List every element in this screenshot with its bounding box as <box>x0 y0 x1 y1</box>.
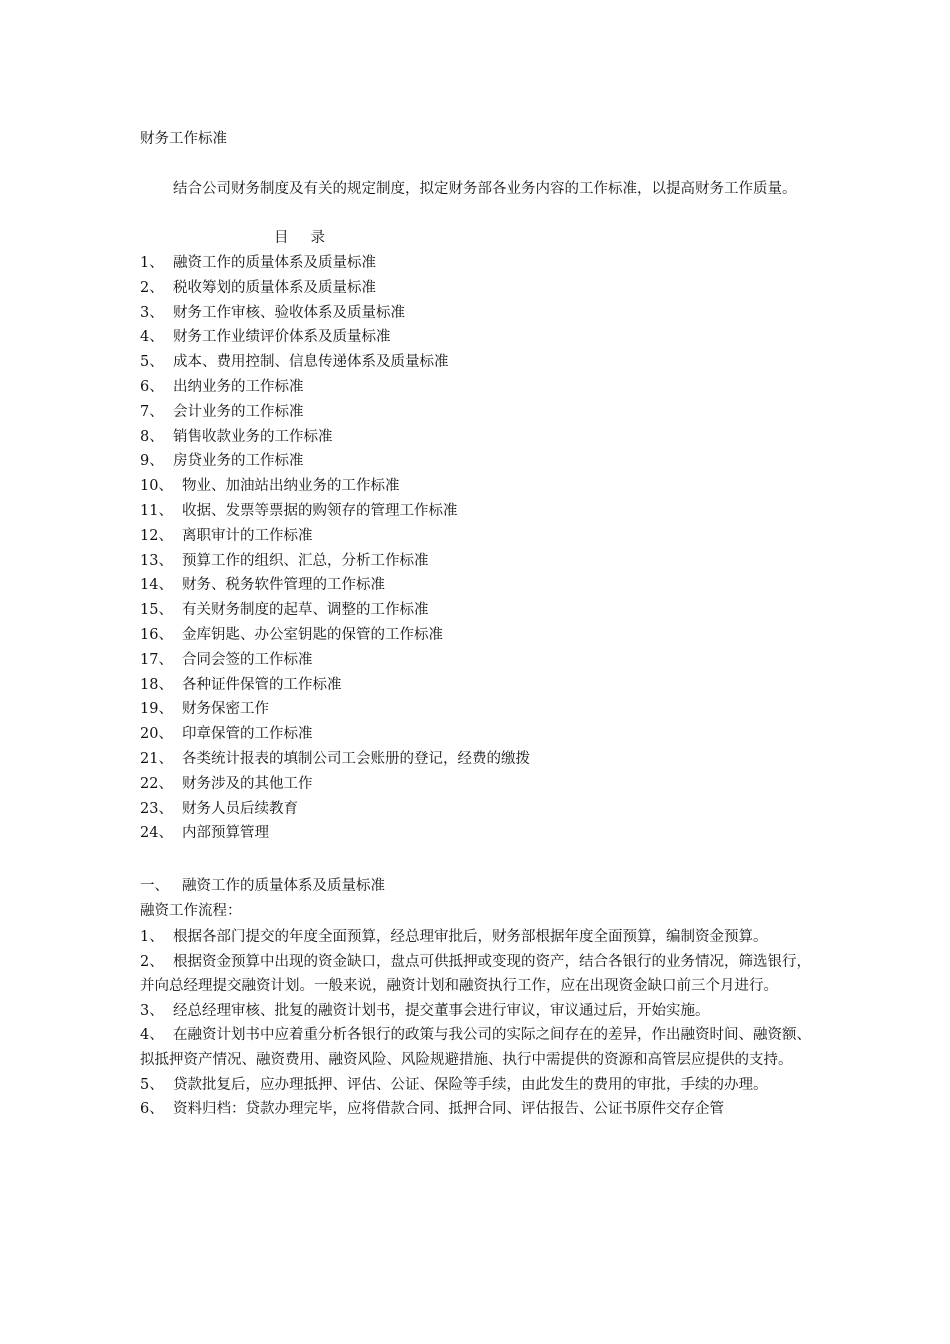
toc-item-text: 印章保管的工作标准 <box>182 726 313 743</box>
toc-item <box>140 650 530 675</box>
toc-item-number: 24、 <box>140 825 173 842</box>
toc-item-text: 财务人员后续教育 <box>182 800 298 817</box>
process-step <box>140 1073 812 1098</box>
process-step-text: 资料归档：贷款办理完毕，应将借款合同、抵押合同、评估报告、公证书原件交存企管 <box>173 1101 724 1118</box>
toc-item <box>140 625 530 650</box>
toc-item-number: 15、 <box>140 602 173 619</box>
toc-item <box>140 352 530 377</box>
toc-item-text: 物业、加油站出纳业务的工作标准 <box>182 478 400 495</box>
intro-paragraph: 结合公司财务制度及有关的规定制度，拟定财务部各业务内容的工作标准，以提高财务工作质量。 <box>173 181 797 197</box>
toc-item <box>140 278 530 303</box>
toc-item-number: 3、 <box>140 304 164 321</box>
toc-heading-char: 目 <box>274 230 289 246</box>
toc-item-number: 10、 <box>140 478 173 495</box>
toc-item-text: 财务工作审核、验收体系及质量标准 <box>173 304 405 321</box>
toc-item-number: 11、 <box>140 502 173 519</box>
table-of-contents <box>140 253 530 848</box>
toc-item <box>140 476 530 501</box>
process-step-text: 根据资金预算中出现的资金缺口，盘点可供抵押或变现的资产，结合各银行的业务情况，筛选银行，并向总经理提交融资计划。一般来说，融资计划和融资执行工作，应在出现资金缺口前三个月进行。 <box>140 953 811 995</box>
process-step-number: 2、 <box>140 953 164 970</box>
toc-heading-char: 录 <box>310 230 325 246</box>
process-step-number: 6、 <box>140 1101 164 1118</box>
toc-item <box>140 427 530 452</box>
toc-item <box>140 451 530 476</box>
process-step-number: 1、 <box>140 929 164 945</box>
toc-item <box>140 774 530 799</box>
toc-item-number: 6、 <box>140 378 164 395</box>
toc-item <box>140 575 530 600</box>
toc-item-number: 13、 <box>140 552 173 569</box>
toc-item-number: 5、 <box>140 354 164 371</box>
toc-item-number: 4、 <box>140 329 164 346</box>
toc-item-number: 21、 <box>140 750 173 767</box>
toc-item-text: 收据、发票等票据的购领存的管理工作标准 <box>182 502 458 519</box>
toc-item-number: 18、 <box>140 676 173 693</box>
process-step <box>140 925 812 950</box>
toc-item-text: 财务保密工作 <box>182 701 269 718</box>
toc-item-text: 会计业务的工作标准 <box>173 403 304 420</box>
toc-item-number: 19、 <box>140 701 173 718</box>
process-step-number: 3、 <box>140 1002 164 1019</box>
toc-item <box>140 675 530 700</box>
toc-item <box>140 724 530 749</box>
toc-item-text: 有关财务制度的起草、调整的工作标准 <box>182 602 429 619</box>
toc-item-text: 财务、税务软件管理的工作标准 <box>182 577 385 594</box>
toc-item-text: 财务工作业绩评价体系及质量标准 <box>173 329 391 346</box>
flow-label: 融资工作流程： <box>140 903 242 919</box>
toc-item-number: 12、 <box>140 527 173 544</box>
toc-item-text: 离职审计的工作标准 <box>182 527 313 544</box>
toc-item <box>140 749 530 774</box>
toc-item <box>140 303 530 328</box>
process-step <box>140 950 812 999</box>
process-step-text: 根据各部门提交的年度全面预算，经总理审批后，财务部根据年度全面预算，编制资金预算。 <box>173 929 768 945</box>
toc-item-number: 22、 <box>140 775 173 792</box>
process-step-text: 贷款批复后，应办理抵押、评估、公证、保险等手续，由此发生的费用的审批，手续的办理。 <box>173 1076 768 1093</box>
process-step <box>140 1023 812 1072</box>
toc-item-text: 金库钥匙、办公室钥匙的保管的工作标准 <box>182 626 443 643</box>
toc-item <box>140 253 530 278</box>
process-step <box>140 999 812 1024</box>
toc-item-number: 14、 <box>140 577 173 594</box>
toc-item <box>140 600 530 625</box>
toc-item-text: 销售收款业务的工作标准 <box>173 428 333 445</box>
section-title: 融资工作的质量体系及质量标准 <box>182 878 385 894</box>
toc-item-text: 合同会签的工作标准 <box>182 651 313 668</box>
toc-item-text: 各类统计报表的填制公司工会账册的登记，经费的缴拨 <box>182 750 530 767</box>
process-step-text: 经总经理审核、批复的融资计划书，提交董事会进行审议，审议通过后，开始实施。 <box>173 1002 710 1019</box>
toc-item-number: 7、 <box>140 403 164 420</box>
process-step-number: 4、 <box>140 1027 164 1044</box>
section-number: 一、 <box>140 878 169 894</box>
toc-item-number: 16、 <box>140 626 173 643</box>
toc-item <box>140 327 530 352</box>
toc-item-text: 房贷业务的工作标准 <box>173 453 304 470</box>
toc-item-number: 8、 <box>140 428 164 445</box>
toc-item-number: 1、 <box>140 255 164 271</box>
toc-item-number: 23、 <box>140 800 173 817</box>
toc-item-text: 预算工作的组织、汇总，分析工作标准 <box>182 552 429 569</box>
toc-item <box>140 823 530 848</box>
section-heading <box>140 876 385 896</box>
toc-item-number: 17、 <box>140 651 173 668</box>
toc-item <box>140 377 530 402</box>
toc-item-text: 财务涉及的其他工作 <box>182 775 313 792</box>
toc-item-number: 2、 <box>140 279 164 296</box>
process-step <box>140 1097 812 1122</box>
toc-item <box>140 799 530 824</box>
process-steps <box>140 925 812 1122</box>
document-title: 财务工作标准 <box>140 131 227 147</box>
toc-item <box>140 551 530 576</box>
toc-item-text: 融资工作的质量体系及质量标准 <box>173 255 376 271</box>
toc-item-text: 成本、费用控制、信息传递体系及质量标准 <box>173 354 449 371</box>
toc-item <box>140 402 530 427</box>
toc-item-text: 内部预算管理 <box>182 825 269 842</box>
toc-heading <box>274 228 325 248</box>
toc-item-number: 20、 <box>140 726 173 743</box>
toc-item <box>140 501 530 526</box>
toc-item <box>140 699 530 724</box>
toc-item-text: 各种证件保管的工作标准 <box>182 676 342 693</box>
toc-item <box>140 526 530 551</box>
toc-item-number: 9、 <box>140 453 164 470</box>
process-step-number: 5、 <box>140 1076 164 1093</box>
process-step-text: 在融资计划书中应着重分析各银行的政策与我公司的实际之间存在的差异，作出融资时间、融资额、拟抵押资产情况、融资费用、融资风险、风险规避措施、执行中需提供的资源和高管层应提供的支持。 <box>140 1027 811 1068</box>
toc-item-text: 出纳业务的工作标准 <box>173 378 304 395</box>
toc-item-text: 税收筹划的质量体系及质量标准 <box>173 279 376 296</box>
